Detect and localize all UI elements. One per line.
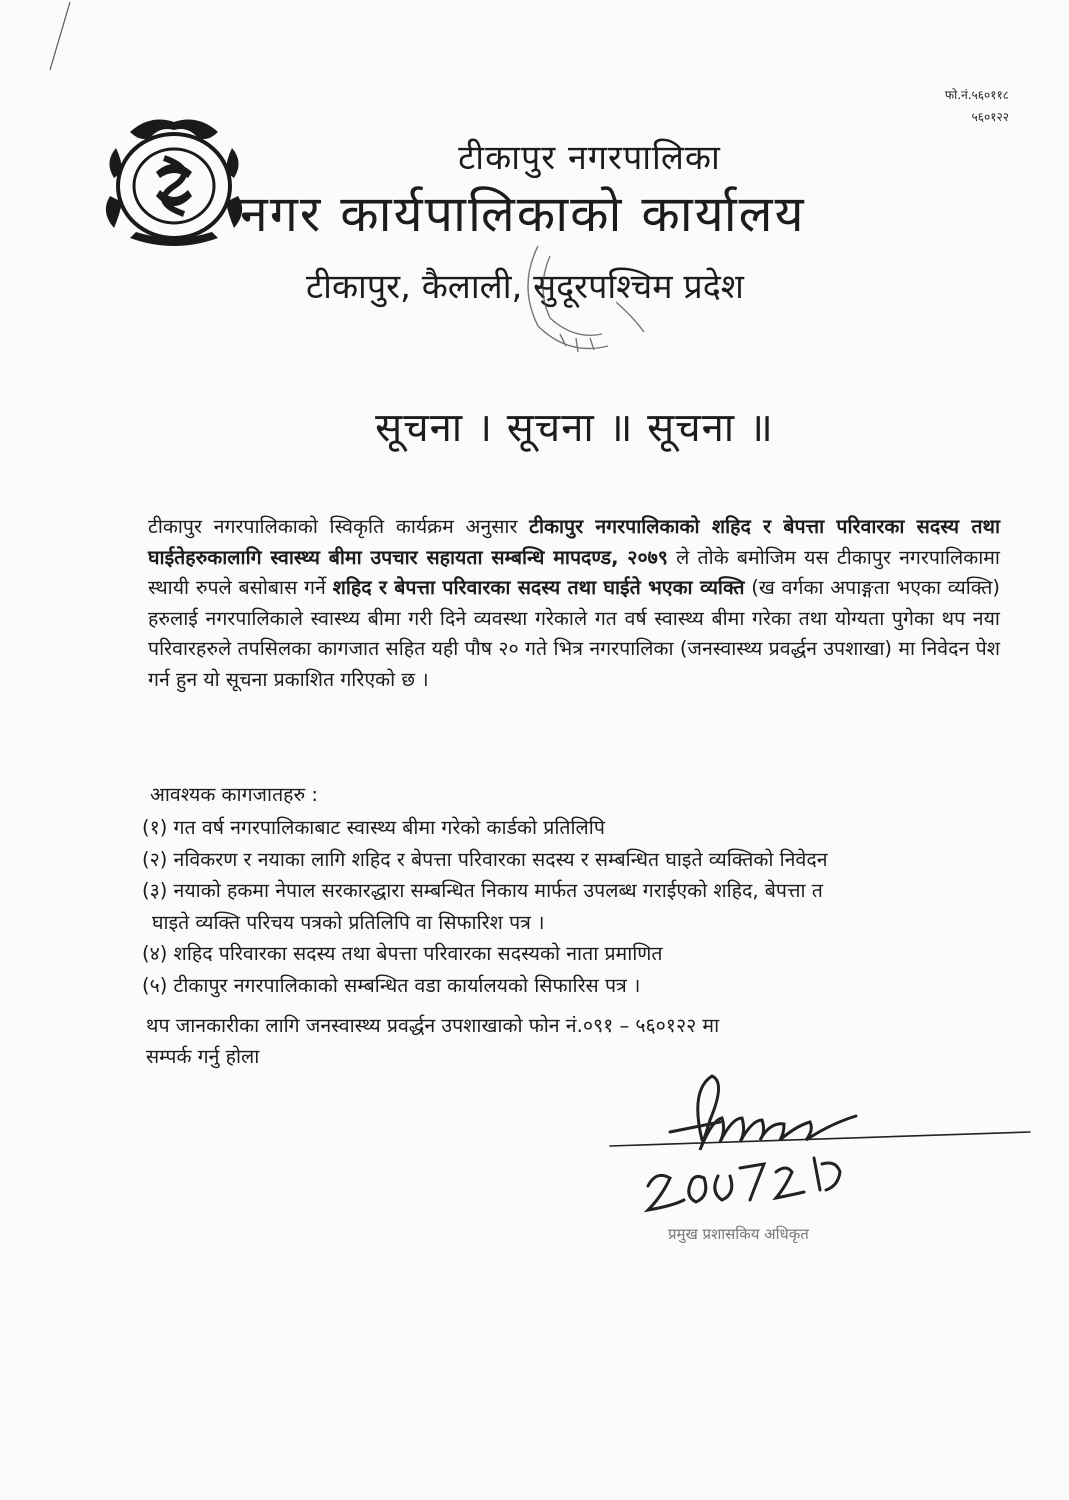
body-criteria-title: टीकापुर नगरपालिकाको शहिद र बेपत्ता परिवारका सदस्य तथा घाईतेहरुकालागि स्वास्थ्य बीमा उपचार सहायता सम्बन्धि मापदण्ड, २०७९ <box>148 515 1000 569</box>
body-eligible-group: शहिद र बेपत्ता परिवारका सदस्य तथा घाईते भएका व्यक्ति <box>332 576 745 599</box>
requirement-item-1: (१) गत वर्ष नगरपालिकाबाट स्वास्थ्य बीमा गरेको कार्डको प्रतिलिपि <box>142 816 605 839</box>
phone-number-2: ५६०१२२ <box>971 110 1009 124</box>
office-round-stamp-icon <box>498 206 668 376</box>
requirement-item-3: (३) नयाको हकमा नेपाल सरकारद्धारा सम्बन्धित निकाय मार्फत उपलब्ध गराईएको शहिद, बेपत्ता त <box>142 879 823 902</box>
office-address: टीकापुर, कैलाली, सुदूरपश्चिम प्रदेश <box>306 267 744 307</box>
body-details: (ख वर्गका अपाङ्गता भएका व्यक्ति) हरुलाई नगरपालिकाले स्वास्थ्य बीमा गरी दिने व्यवस्था गरेकाले गत वर्ष स्वास्थ्य बीमा गरेका तथा योग्यता पुगेका थप नया परिवारहरुले तपसिलका कागजात सहित यही पौष २० गते भित्र नगरपालिका (जनस्वास्थ्य प्रवर्द्धन उपशाखा) मा निवेदन पेश गर्न हुन यो सूचना प्रकाशित गरिएको छ । <box>148 576 1000 691</box>
requirement-item-3-continued: घाइते व्यक्ति परिचय पत्रको प्रतिलिपि वा सिफारिश पत्र । <box>152 910 545 934</box>
notice-body <box>148 512 1000 695</box>
body-intro: टीकापुर नगरपालिकाको स्विकृति कार्यक्रम अनुसार <box>148 515 530 538</box>
notice-title: सूचना । सूचना ॥ सूचना ॥ <box>375 405 774 451</box>
scan-edge-line <box>30 0 80 80</box>
office-name: नगर कार्यपालिकाको कार्यालय <box>240 185 806 243</box>
contact-line-2: सम्पर्क गर्नु होला <box>146 1045 260 1068</box>
requirements-list <box>142 812 1042 1001</box>
phone-number-1: फो.नं.५६०११८ <box>944 88 1009 102</box>
body-middle: ले तोके बमोजिम यस टीकापुर नगरपालिकामा स्थायी रुपले बसोबास गर्ने <box>148 545 1000 599</box>
requirements-heading: आवश्यक कागजातहरु : <box>150 783 318 806</box>
requirement-item-5: (५) टीकापुर नगरपालिकाको सम्बन्धित वडा कार्यालयको सिफारिस पत्र । <box>142 973 641 997</box>
requirement-item-2: (२) नविकरण र नयाका लागि शहिद र बेपत्ता परिवारका सदस्य र सम्बन्धित घाइते व्यक्तिको निवेदन <box>142 847 828 871</box>
requirement-item-4: (४) शहिद परिवारका सदस्य तथा बेपत्ता परिवारका सदस्यको नाता प्रमाणित <box>142 942 663 965</box>
office-phone-numbers <box>945 84 1009 128</box>
handwritten-signature <box>600 1060 1040 1260</box>
municipality-name: टीकापुर नगरपालिका <box>458 138 721 178</box>
contact-line-1: थप जानकारीका लागि जनस्वास्थ्य प्रवर्द्धन उपशाखाको फोन नं.०९१ – ५६०१२२ मा <box>146 1014 720 1037</box>
signatory-designation: प्रमुख प्रशासकिय अधिकृत <box>668 1225 809 1243</box>
